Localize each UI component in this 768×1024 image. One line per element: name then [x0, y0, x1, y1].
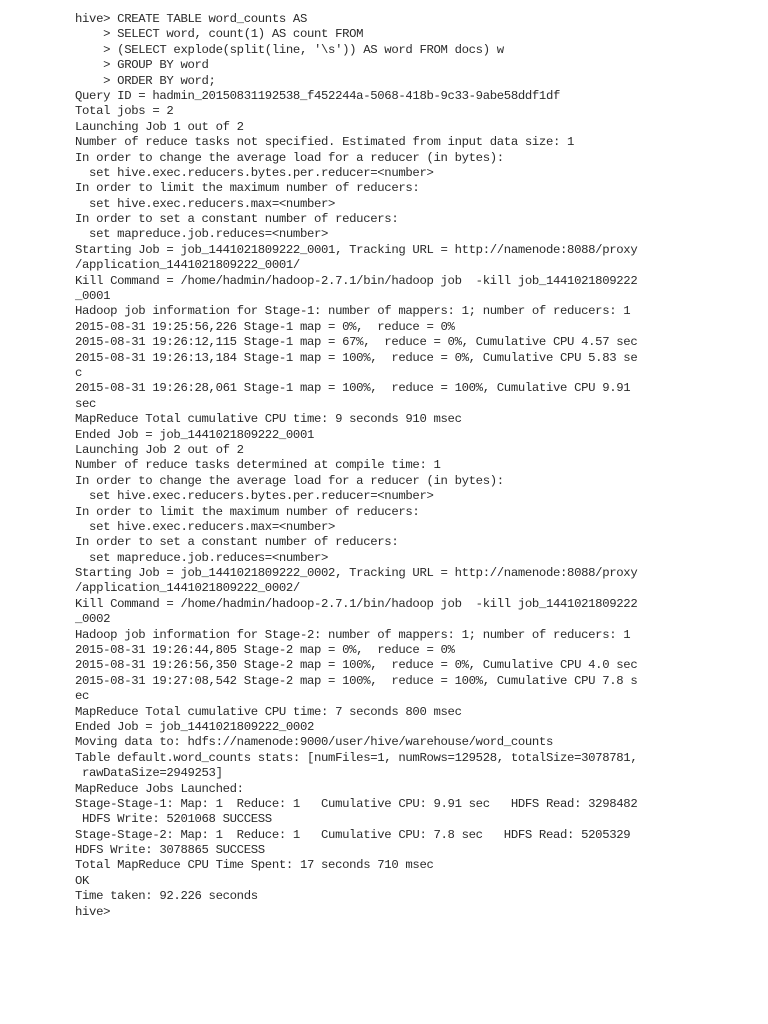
terminal-line: In order to limit the maximum number of reducers: [75, 181, 420, 196]
terminal-line: Ended Job = job_1441021809222_0002 [75, 719, 314, 734]
terminal-line: set hive.exec.reducers.max=<number> [75, 196, 336, 211]
terminal-line: In order to set a constant number of reducers: [75, 212, 399, 227]
terminal-line: In order to change the average load for a reducer (in bytes): [75, 473, 504, 488]
terminal-line: 2015-08-31 19:26:28,061 Stage-1 map = 100%, reduce = 100%, Cumulative CPU 9.91 [75, 381, 631, 396]
terminal-line: 2015-08-31 19:27:08,542 Stage-2 map = 100%, reduce = 100%, Cumulative CPU 7.8 s [75, 673, 638, 688]
terminal-line: 2015-08-31 19:26:56,350 Stage-2 map = 100%, reduce = 0%, Cumulative CPU 4.0 sec [75, 658, 638, 673]
terminal-line: /application_1441021809222_0001/ [75, 258, 300, 273]
terminal-line: Query ID = hadmin_20150831192538_f452244a-5068-418b-9c33-9abe58ddf1df [75, 88, 561, 103]
terminal-line: In order to limit the maximum number of reducers: [75, 504, 420, 519]
terminal-line: 2015-08-31 19:26:13,184 Stage-1 map = 100%, reduce = 0%, Cumulative CPU 5.83 se [75, 350, 638, 365]
terminal-line: > (SELECT explode(split(line, '\s')) AS word FROM docs) w [75, 42, 504, 57]
terminal-line: _0001 [75, 289, 111, 304]
terminal-line: set hive.exec.reducers.bytes.per.reducer=<number> [75, 489, 434, 504]
terminal-line: MapReduce Total cumulative CPU time: 9 seconds 910 msec [75, 412, 462, 427]
terminal-line: OK [75, 873, 90, 888]
terminal-line: ec [75, 689, 90, 704]
terminal-line: Table default.word_counts stats: [numFiles=1, numRows=129528, totalSize=3078781, [75, 750, 638, 765]
terminal-line: _0002 [75, 612, 111, 627]
terminal-line: In order to set a constant number of reducers: [75, 535, 399, 550]
terminal-line: > GROUP BY word [75, 58, 209, 73]
terminal-line: Time taken: 92.226 seconds [75, 889, 258, 904]
terminal-line: Launching Job 2 out of 2 [75, 442, 244, 457]
terminal-line: Total MapReduce CPU Time Spent: 17 seconds 710 msec [75, 858, 434, 873]
terminal-line: > SELECT word, count(1) AS count FROM [75, 27, 364, 42]
terminal-line: 2015-08-31 19:26:12,115 Stage-1 map = 67%, reduce = 0%, Cumulative CPU 4.57 sec [75, 335, 638, 350]
terminal-line: Moving data to: hdfs://namenode:9000/user/hive/warehouse/word_counts [75, 735, 553, 750]
terminal-line: Hadoop job information for Stage-2: number of mappers: 1; number of reducers: 1 [75, 627, 631, 642]
terminal-line: Total jobs = 2 [75, 104, 174, 119]
terminal-line: Number of reduce tasks not specified. Estimated from input data size: 1 [75, 135, 575, 150]
terminal-line: Kill Command = /home/hadmin/hadoop-2.7.1/bin/hadoop job -kill job_1441021809222 [75, 596, 638, 611]
terminal-line: Number of reduce tasks determined at compile time: 1 [75, 458, 441, 473]
terminal-line: Starting Job = job_1441021809222_0002, Tracking URL = http://namenode:8088/proxy [75, 566, 638, 581]
terminal-line: Stage-Stage-2: Map: 1 Reduce: 1 Cumulative CPU: 7.8 sec HDFS Read: 5205329 [75, 827, 631, 842]
terminal-line: Kill Command = /home/hadmin/hadoop-2.7.1/bin/hadoop job -kill job_1441021809222 [75, 273, 638, 288]
terminal-line: MapReduce Jobs Launched: [75, 781, 244, 796]
terminal-line: set mapreduce.job.reduces=<number> [75, 227, 329, 242]
terminal-line: Starting Job = job_1441021809222_0001, Tracking URL = http://namenode:8088/proxy [75, 242, 638, 257]
terminal-line: set mapreduce.job.reduces=<number> [75, 550, 329, 565]
hive-prompt: hive> [75, 904, 111, 919]
terminal-line: set hive.exec.reducers.bytes.per.reducer=<number> [75, 165, 434, 180]
terminal-line: set hive.exec.reducers.max=<number> [75, 519, 336, 534]
terminal-line: Launching Job 1 out of 2 [75, 119, 244, 134]
terminal-line: Hadoop job information for Stage-1: number of mappers: 1; number of reducers: 1 [75, 304, 631, 319]
terminal-line: Ended Job = job_1441021809222_0001 [75, 427, 314, 442]
terminal-line: HDFS Write: 5201068 SUCCESS [75, 812, 272, 827]
terminal-line: 2015-08-31 19:25:56,226 Stage-1 map = 0%, reduce = 0% [75, 319, 455, 334]
terminal-line: c [75, 365, 83, 380]
terminal-line: /application_1441021809222_0002/ [75, 581, 300, 596]
terminal-line: rawDataSize=2949253] [75, 766, 223, 781]
terminal-line: Stage-Stage-1: Map: 1 Reduce: 1 Cumulative CPU: 9.91 sec HDFS Read: 3298482 [75, 796, 638, 811]
terminal-line: sec [75, 396, 97, 411]
terminal-line: In order to change the average load for a reducer (in bytes): [75, 150, 504, 165]
terminal-line: > ORDER BY word; [75, 73, 216, 88]
terminal-line: MapReduce Total cumulative CPU time: 7 seconds 800 msec [75, 704, 462, 719]
terminal-output[interactable] [75, 12, 755, 920]
terminal-line: hive> CREATE TABLE word_counts AS [75, 12, 307, 26]
terminal-line: HDFS Write: 3078865 SUCCESS [75, 843, 265, 858]
terminal-line: 2015-08-31 19:26:44,805 Stage-2 map = 0%, reduce = 0% [75, 643, 455, 658]
